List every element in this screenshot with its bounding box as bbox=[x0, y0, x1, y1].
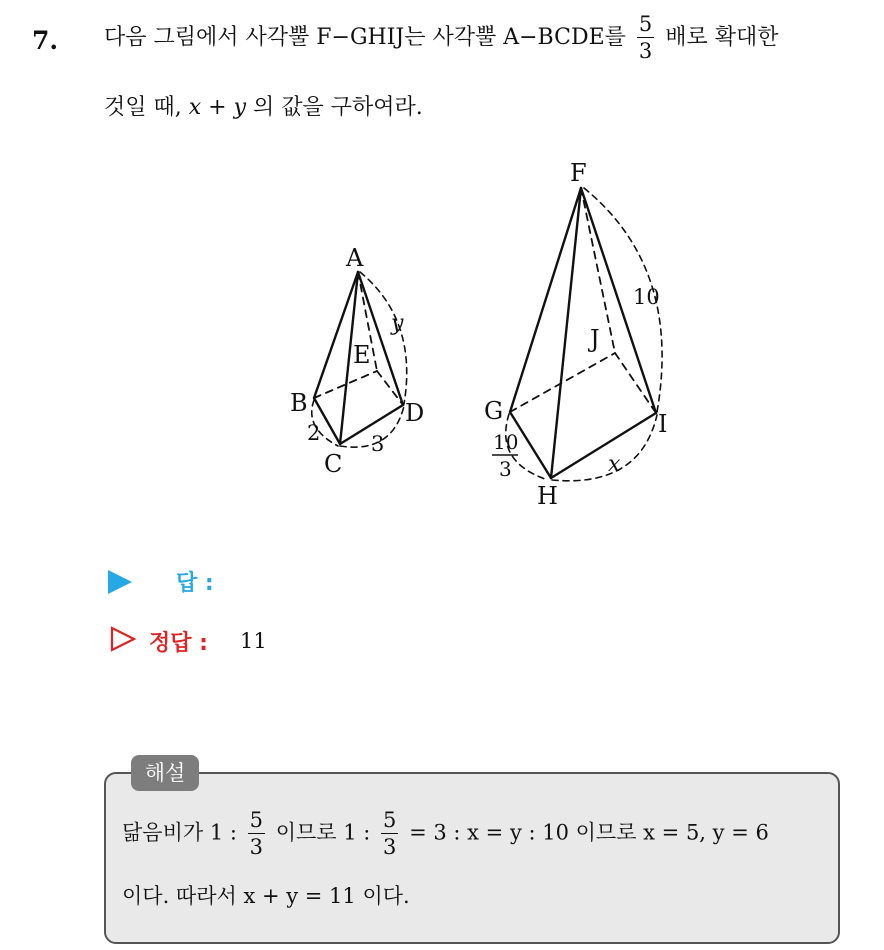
vertex-j: J bbox=[590, 325, 600, 353]
answer-label: 답 : bbox=[176, 571, 214, 596]
explanation-text-1a: 닮음비가 1 : bbox=[122, 820, 237, 845]
vertex-b: B bbox=[290, 389, 308, 417]
solution-value: 11 bbox=[240, 629, 267, 653]
ratio-numerator: 5 bbox=[638, 12, 653, 36]
edge-label-gh-numerator: 10 bbox=[493, 430, 519, 454]
explanation-text-1b: 이므로 1 : bbox=[275, 820, 371, 845]
question-variable: x + y bbox=[188, 95, 247, 120]
explanation-fraction-2-denominator: 3 bbox=[383, 835, 397, 859]
question-number: 7. bbox=[32, 26, 59, 55]
vertex-a: A bbox=[346, 244, 364, 272]
vertex-d: D bbox=[405, 399, 425, 427]
vertex-e: E bbox=[353, 341, 371, 369]
question-text-2a: 것일 때, bbox=[104, 95, 182, 120]
explanation-fraction-2-numerator: 5 bbox=[383, 808, 397, 832]
large-pyramid-arcs bbox=[506, 188, 662, 481]
edge-label-x: x bbox=[608, 452, 621, 477]
ratio-denominator: 3 bbox=[638, 39, 653, 63]
explanation-text-1c: = 3 : x = y : 10 이므로 x = 5, y = 6 bbox=[409, 820, 769, 845]
small-pyramid-hidden-edges bbox=[314, 272, 403, 405]
question-text-2b: 의 값을 구하여라. bbox=[253, 95, 423, 120]
answer-play-icon bbox=[108, 570, 132, 594]
explanation-line-2: 이다. 따라서 x + y = 11 이다. bbox=[122, 884, 410, 908]
edge-label-y: y bbox=[391, 311, 404, 336]
explanation-fraction-2 bbox=[381, 810, 398, 858]
vertex-h: H bbox=[537, 482, 558, 510]
edge-label-gh-denominator: 3 bbox=[499, 457, 512, 481]
edge-label-bc: 2 bbox=[307, 421, 321, 445]
explanation-fraction-1-numerator: 5 bbox=[249, 808, 263, 832]
explanation-tab: 해설 bbox=[131, 755, 199, 791]
explanation-box bbox=[104, 772, 840, 944]
large-pyramid-edges bbox=[510, 188, 656, 478]
question-text-1a: 다음 그림에서 사각뿔 F−GHIJ는 사각뿔 A−BCDE를 bbox=[104, 25, 626, 50]
explanation-fraction-1-denominator: 3 bbox=[249, 835, 263, 859]
vertex-i: I bbox=[658, 410, 668, 438]
explanation-line-1 bbox=[122, 810, 769, 858]
vertex-c: C bbox=[324, 450, 343, 478]
edge-label-10: 10 bbox=[633, 285, 660, 309]
solution-label: 정답 : bbox=[149, 631, 208, 656]
vertex-f: F bbox=[570, 159, 587, 187]
solution-triangle-icon bbox=[110, 626, 136, 652]
edge-label-cd: 3 bbox=[371, 432, 385, 456]
question-text-1b: 배로 확대한 bbox=[665, 25, 779, 50]
vertex-g: G bbox=[484, 397, 504, 425]
explanation-fraction-1 bbox=[248, 810, 265, 858]
